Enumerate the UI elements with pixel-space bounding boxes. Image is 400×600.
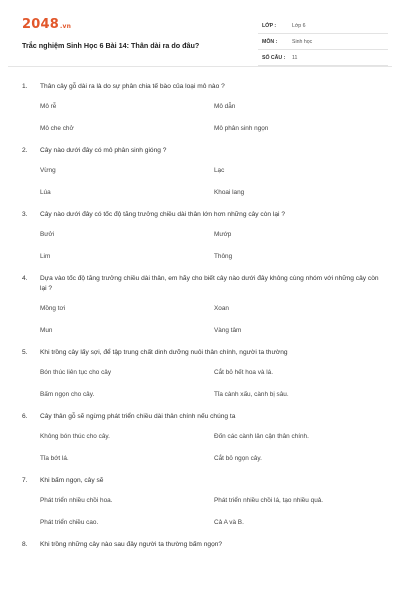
answer-option[interactable]: Xoan: [214, 305, 229, 312]
quiz-meta: [258, 18, 388, 66]
answer-option[interactable]: Thông: [214, 253, 233, 260]
question-prompt: Khi trồng cây lấy sợi, để tập trung chất dinh dưỡng nuôi thân chính, người ta thường: [40, 349, 288, 356]
question-number: 3.: [22, 211, 28, 218]
answer-options: [22, 166, 382, 198]
page-header: [8, 8, 392, 67]
answer-option[interactable]: Mô rễ: [40, 103, 57, 110]
answer-options: [22, 496, 382, 528]
question-text: [22, 82, 382, 92]
answer-option[interactable]: Không bón thúc cho cây.: [40, 433, 110, 440]
question-5: [22, 348, 382, 400]
answer-options: [22, 102, 382, 134]
quiz-title: Trắc nghiệm Sinh Học 6 Bài 14: Thân dài ra do đâu?: [22, 41, 200, 50]
meta-row-class: [258, 18, 388, 34]
question-8: [22, 540, 382, 550]
answer-options: [22, 368, 382, 400]
meta-row-count: [258, 50, 388, 66]
answer-options: [22, 432, 382, 464]
answer-option[interactable]: Mô phân sinh ngọn: [214, 125, 269, 132]
question-number: 6.: [22, 413, 28, 420]
question-2: [22, 146, 382, 198]
question-prompt: Cây nào dưới đây có mô phân sinh gióng ?: [40, 147, 167, 154]
question-text: [22, 476, 382, 486]
question-3: [22, 210, 382, 262]
answer-option[interactable]: Vàng tâm: [214, 327, 242, 334]
meta-value: 11: [292, 55, 298, 61]
question-prompt: Khi bấm ngọn, cây sẽ: [40, 477, 104, 484]
answer-option[interactable]: Mô che chở: [40, 125, 74, 132]
answer-option[interactable]: Bón thúc liên tục cho cây: [40, 369, 112, 376]
question-number: 7.: [22, 477, 28, 484]
question-text: [22, 210, 382, 220]
question-7: [22, 476, 382, 528]
answer-option[interactable]: Mồng tơi: [40, 305, 66, 312]
question-text: [22, 274, 382, 294]
question-1: [22, 82, 382, 134]
answer-option[interactable]: Lạc: [214, 167, 225, 174]
question-number: 5.: [22, 349, 28, 356]
question-list: [22, 82, 382, 550]
answer-options: [22, 304, 382, 336]
meta-label: SỐ CÂU :: [262, 55, 286, 61]
answer-option[interactable]: Tỉa cành xấu, cành bị sâu.: [214, 391, 289, 398]
meta-row-subject: [258, 34, 388, 50]
answer-option[interactable]: Cắt bỏ ngọn cây.: [214, 455, 262, 462]
question-prompt: Cây nào dưới đây có tốc độ tăng trưởng chiều dài thân lớn hơn những cây còn lại ?: [40, 211, 285, 218]
answer-option[interactable]: Cả A và B.: [214, 519, 244, 526]
logo-text: 2048: [22, 17, 59, 32]
answer-option[interactable]: Đốn các cành lân cận thân chính.: [214, 433, 309, 440]
question-prompt: Thân cây gỗ dài ra là do sự phân chia tế bào của loại mô nào ?: [40, 83, 225, 90]
question-text: [22, 348, 382, 358]
answer-option[interactable]: Vừng: [40, 167, 56, 174]
question-text: [22, 412, 382, 422]
question-number: 1.: [22, 83, 28, 90]
question-number: 4.: [22, 275, 28, 282]
question-number: 2.: [22, 147, 28, 154]
answer-option[interactable]: Mô dẫn: [214, 103, 236, 110]
meta-value: Sinh học: [292, 39, 313, 45]
answer-option[interactable]: Bưởi: [40, 231, 55, 238]
answer-options: [22, 230, 382, 262]
answer-option[interactable]: Bấm ngọn cho cây.: [40, 391, 95, 398]
answer-option[interactable]: Lúa: [40, 189, 51, 196]
site-logo[interactable]: [22, 17, 71, 32]
answer-option[interactable]: Phát triển chiều cao.: [40, 519, 99, 526]
answer-option[interactable]: Phát triển nhiều chồi hoa.: [40, 497, 113, 504]
answer-option[interactable]: Cắt bỏ hết hoa và lá.: [214, 369, 273, 376]
question-text: [22, 146, 382, 156]
answer-option[interactable]: Phát triển nhiều chồi lá, tạo nhiều quả.: [214, 497, 324, 504]
question-6: [22, 412, 382, 464]
logo-suffix: .vn: [59, 23, 72, 30]
answer-option[interactable]: Lim: [40, 253, 51, 260]
meta-label: LỚP :: [262, 23, 277, 29]
answer-option[interactable]: Tỉa bớt lá.: [40, 455, 69, 462]
answer-option[interactable]: Mướp: [214, 231, 232, 238]
question-4: [22, 274, 382, 336]
question-number: 8.: [22, 541, 28, 548]
question-prompt: Dựa vào tốc độ tăng trưởng chiều dài thân, em hãy cho biết cây nào dưới đây không cùng nhóm với những cây còn lại ?: [40, 275, 379, 292]
answer-option[interactable]: Khoai lang: [214, 189, 245, 196]
meta-value: Lớp 6: [292, 23, 306, 29]
question-prompt: Cây thân gỗ sẽ ngừng phát triển chiều dài thân chính nếu chúng ta: [40, 413, 236, 420]
answer-option[interactable]: Mun: [40, 327, 53, 334]
question-prompt: Khi trồng những cây nào sau đây người ta thường bấm ngọn?: [40, 541, 223, 548]
question-text: [22, 540, 382, 550]
meta-label: MÔN :: [262, 39, 278, 45]
